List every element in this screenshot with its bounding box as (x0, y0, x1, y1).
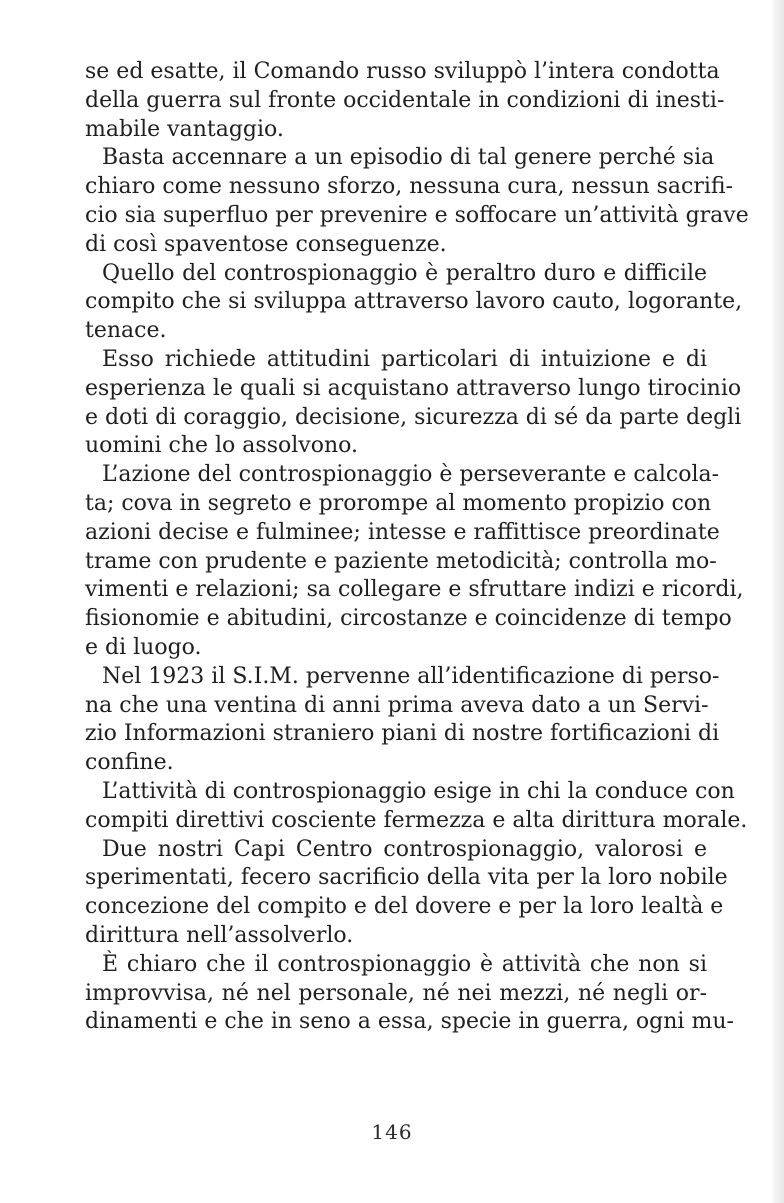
text-line: È chiaro che il controspionaggio è attività che non si (102, 951, 707, 977)
text-line: L’attività di controspionaggio esige in chi la conduce con (102, 778, 735, 804)
text-line: na che una ventina di anni prima aveva dato a un Servi- (85, 692, 709, 718)
text-line: chiaro come nessuno sforzo, nessuna cura, nessun sacrifi- (85, 174, 734, 200)
text-line: trame con prudente e paziente metodicità; controlla mo- (85, 548, 717, 574)
text-line: improvvisa, né nel personale, né nei mezzi, né negli or- (85, 980, 707, 1006)
text-line: tenace. (85, 318, 167, 344)
text-line: Nel 1923 il S.I.M. pervenne all’identificazione di perso- (102, 663, 720, 689)
paragraph (85, 144, 749, 259)
text-line: fisionomie e abitudini, circostanze e coincidenze di tempo (85, 606, 732, 632)
text-line: confine. (85, 750, 174, 776)
text-line: Quello del controspionaggio è peraltro duro e difficile (102, 260, 707, 286)
text-line: azioni decise e fulminee; intesse e raffittisce preordinate (85, 519, 720, 545)
text-line: di così spaventose conseguenze. (85, 231, 447, 257)
text-line: esperienza le quali si acquistano attraverso lungo tirocinio (85, 375, 742, 401)
paragraph (85, 461, 744, 663)
paragraph (85, 951, 734, 1037)
text-line: uomini che lo assolvono. (85, 433, 358, 459)
text-line: sperimentati, fecero sacrificio della vita per la loro nobile (85, 865, 728, 891)
text-line: Esso richiede attitudini particolari di intuizione e di (102, 346, 707, 372)
paragraph (85, 346, 742, 461)
text-line: e doti di coraggio, decisione, sicurezza di sé da parte degli (85, 404, 742, 430)
text-line: mabile vantaggio. (85, 116, 284, 142)
paragraph (85, 260, 743, 346)
text-line: concezione del compito e del dovere e per la loro lealtà e (85, 894, 724, 920)
text-line: e di luogo. (85, 634, 202, 660)
page-edge-shadow (771, 0, 784, 1203)
paragraph (85, 663, 720, 778)
text-line: L’azione del controspionaggio è perseverante e calcola- (102, 462, 720, 488)
text-line: dirittura nell’assolverlo. (85, 922, 354, 948)
text-line: della guerra sul fronte occidentale in condizioni di inesti- (85, 87, 725, 113)
text-line: vimenti e relazioni; sa collegare e sfruttare indizi e ricordi, (85, 577, 744, 603)
text-line: compiti direttivi cosciente fermezza e alta dirittura morale. (85, 807, 748, 833)
text-line: cio sia superfluo per prevenire e soffocare un’attività grave (85, 202, 749, 228)
text-line: zio Informazioni straniero piani di nostre fortificazioni di (85, 721, 720, 747)
text-line: Basta accennare a un episodio di tal genere perché sia (102, 145, 715, 171)
paragraph (85, 778, 748, 836)
paragraph (85, 836, 728, 951)
text-line: se ed esatte, il Comando russo sviluppò l’intera condotta (85, 59, 720, 84)
page-number: 146 (371, 1120, 413, 1144)
text-line: compito che si sviluppa attraverso lavoro cauto, logorante, (85, 289, 743, 315)
text-line: Due nostri Capi Centro controspionaggio, valorosi e (102, 836, 707, 862)
text-line: dinamenti e che in seno a essa, specie in guerra, ogni mu- (85, 1009, 734, 1035)
paragraph (85, 58, 725, 144)
body-text (85, 58, 749, 1037)
text-line: ta; cova in segreto e prorompe al momento propizio con (85, 490, 712, 516)
